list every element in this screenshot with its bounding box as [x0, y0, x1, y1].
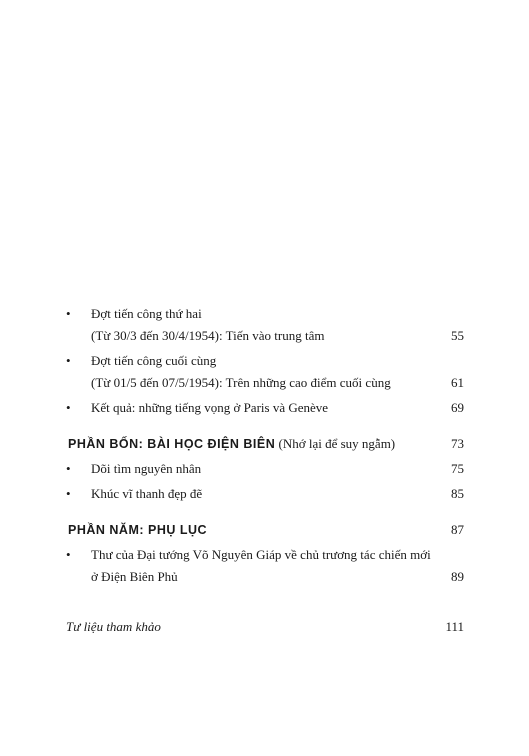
toc-page-number: 61 [451, 375, 464, 390]
toc-entry[interactable] [66, 544, 466, 588]
toc-entry-title: Kết quả: những tiếng vọng ở Paris và Genève [91, 400, 329, 415]
bullet-icon: • [66, 306, 71, 321]
toc-page-number: 69 [451, 400, 464, 415]
toc-page-number: 73 [451, 436, 464, 451]
toc-entry[interactable] [66, 303, 466, 347]
toc-page-number: 111 [445, 619, 464, 634]
toc-page-number: 55 [451, 328, 464, 343]
toc-page-number: 85 [451, 486, 464, 501]
toc-entry-title: Thư của Đại tướng Võ Nguyên Giáp về chủ trương tác chiến mới [91, 547, 431, 562]
toc-entry[interactable] [66, 397, 466, 419]
bullet-icon: • [66, 486, 71, 501]
bullet-icon: • [66, 461, 71, 476]
toc-section-heading[interactable] [68, 433, 466, 455]
toc-page-number: 75 [451, 461, 464, 476]
bullet-icon: • [66, 547, 71, 562]
section-title: PHẦN BỐN: BÀI HỌC ĐIỆN BIÊN [68, 437, 276, 451]
table-of-contents [66, 303, 466, 638]
toc-entry-title: Đợt tiến công thứ hai [91, 306, 202, 321]
toc-entry[interactable] [66, 483, 466, 505]
toc-entry-title: Đợt tiến công cuối cùng [91, 353, 217, 368]
toc-entry-subtitle: ở Điện Biên Phủ [91, 569, 178, 584]
toc-page-number: 87 [451, 522, 464, 537]
toc-entry[interactable] [66, 458, 466, 480]
toc-entry[interactable] [66, 350, 466, 394]
toc-entry-subtitle: (Từ 01/5 đến 07/5/1954): Trên những cao điểm cuối cùng [91, 375, 391, 390]
toc-page-number: 89 [451, 569, 464, 584]
section-subtitle: (Nhớ lại để suy ngẫm) [275, 436, 396, 451]
toc-entry-title: Dõi tìm nguyên nhân [91, 461, 202, 476]
bullet-icon: • [66, 400, 71, 415]
toc-references[interactable] [66, 616, 466, 638]
section-title: PHẦN NĂM: PHỤ LỤC [68, 523, 208, 537]
toc-section-heading[interactable] [68, 519, 466, 541]
bullet-icon: • [66, 353, 71, 368]
toc-entry-title: Khúc vĩ thanh đẹp đẽ [91, 486, 203, 501]
references-title: Tư liệu tham khảo [66, 619, 161, 634]
toc-entry-subtitle: (Từ 30/3 đến 30/4/1954): Tiến vào trung tâm [91, 328, 325, 343]
